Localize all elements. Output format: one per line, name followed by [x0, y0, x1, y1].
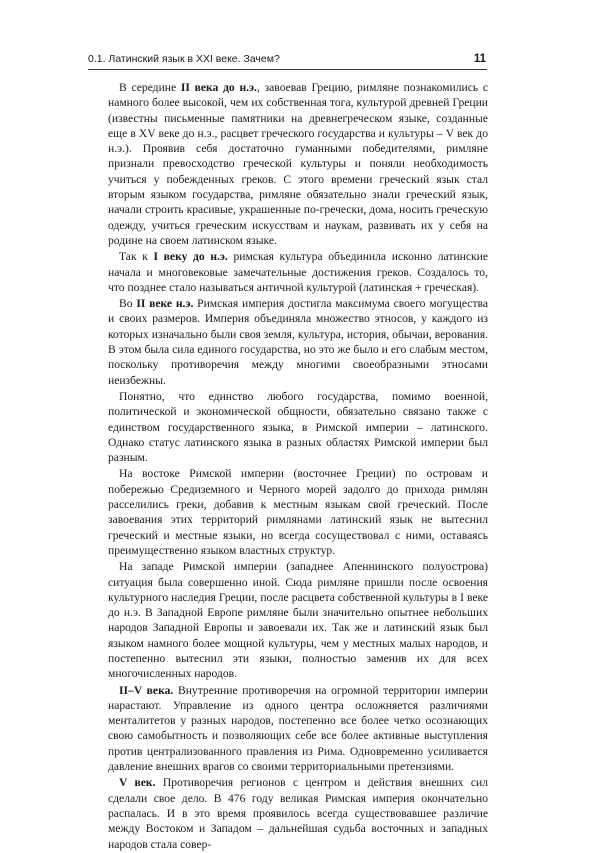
paragraph: В середине II века до н.э., завоевав Грецию, римляне познакомились с намного более высокой, чем их собственная тога, культурой древней Греции (известны письменные памятники на древнегреческом языке, созданные еще в XV веке до н.э., расцвет греческого государства и культуры – V век до н.э.). Проявив себя достаточно гуманными победителями, римляне признали превосходство греческой культуры и поняли необходимость учиться у побежденных греков. С этого времени греческий язык стал вторым языком государства, римляне обязательно знали греческий язык, начали строить красивые, украшенные по-гречески, дома, носить греческую одежду, учиться греческим искусствам и наукам, развивать их у себя на родине на своем латинском языке. [108, 81, 488, 247]
header-divider [88, 69, 487, 70]
page-number: 11 [473, 53, 486, 65]
paragraph: V век. Противоречия регионов с центром и действия внешних сил сделали свое дело. В 476 году великая Римская империя окончательно распалась. И в это время проявилось всегда существовавшее различие между Востоком и Западом – дальнейшая судьба восточных и западных народов стала совер- [108, 776, 488, 851]
paragraph: На востоке Римской империи (восточнее Греции) по островам и побережью Средиземного и Черного морей задолго до прихода римлян расселились греки, добавив к местным языкам свой греческий. После завоевания этих территорий римлянами латинский язык не вытеснил греческий и местные языки, но всегда сосуществовал с ними, оставаясь преимущественно языком властных структур. [108, 467, 488, 557]
paragraph: Во II веке н.э. Римская империя достигла максимума своего могущества и своих размеров. Империя объединяла множество этносов, у каждого из которых изначально были своя земля, культура, история, обычаи, верования. В этом была сила единого государства, но это же было и его слабым местом, поскольку противоречия между многими своеобразными этносами неизбежны. [108, 297, 488, 387]
body-text [108, 80, 488, 853]
paragraph: Так к I веку до н.э. римская культура объединила исконно латинские начала и многовековые замечательные достижения греков. Создалось то, что позднее стало называться античной культурой (латинская + греческая). [108, 250, 488, 294]
paragraph: На западе Римской империи (западнее Апеннинского полуострова) ситуация была совершенно иной. Сюда римляне пришли после освоения культурного наследия Греции, после расцвета собственной культуры в I веке до н.э. В Западной Европе римляне были значительно опытнее небольших народов Западной Европы и завоевали их. Так же и латинский язык был языком намного более мощной культуры, чем у местных малых народов, и постепенно вытеснил эти языки, полностью заменив их для всех многочисленных народов. [108, 560, 488, 681]
paragraph: Понятно, что единство любого государства, помимо военной, политической и экономической общности, обязательно связано также с единством государственного языка, в Римской империи – латинского. Однако статус латинского языка в разных областях Римской империи был разным. [108, 389, 488, 465]
paragraph: II–V века. Внутренние противоречия на огромной территории империи нарастают. Управление из одного центра осложняется различиями менталитетов у разных народов, постепенно все более четко осознающих свою самобытность и позволяющих себе все более активные выступления против централизованного правления из Рима. Одновременно усиливается давление внешних врагов со своими территориальными претензиями. [108, 683, 488, 774]
section-title: 0.1. Латинский язык в XXI веке. Зачем? [88, 53, 280, 65]
